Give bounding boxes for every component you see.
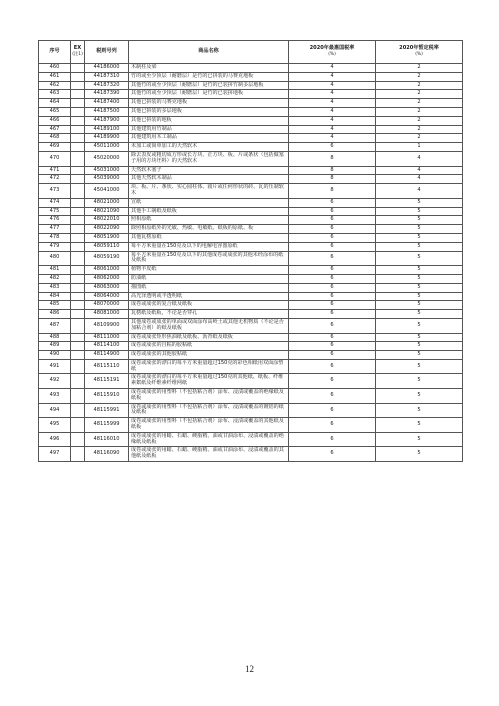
cell-temp-rate: 5: [376, 207, 463, 216]
cell-mfn-rate: 4: [289, 72, 376, 81]
cell-ex: [71, 166, 85, 175]
cell-mfn-rate: 6: [289, 242, 376, 251]
cell-name: 除照相原纸外的光敏、热敏、电敏纸，纸板的原纸、板: [129, 225, 289, 234]
cell-ex: [71, 301, 85, 310]
cell-seq: 496: [39, 432, 71, 447]
cell-ex: [71, 251, 85, 266]
cell-temp-rate: 5: [376, 283, 463, 292]
cell-temp-rate: 4: [376, 184, 463, 199]
cell-seq: 492: [39, 374, 71, 389]
table-row: [39, 99, 463, 108]
cell-temp-rate: 5: [376, 198, 463, 207]
cell-seq: 471: [39, 166, 71, 175]
cell-code: 44187500: [85, 107, 129, 116]
cell-mfn-rate: 6: [289, 403, 376, 418]
table-row: [39, 198, 463, 207]
cell-temp-rate: 5: [376, 225, 463, 234]
cell-seq: 478: [39, 233, 71, 242]
cell-mfn-rate: 4: [289, 81, 376, 90]
cell-ex: [71, 432, 85, 447]
cell-ex: [71, 99, 85, 108]
cell-temp-rate: 4: [376, 166, 463, 175]
cell-ex: [71, 134, 85, 143]
cell-name: 其他成卷或成张的单面或双面涂布高岭土或其他无机物质（不论是否加粘合剂）的纸及纸板: [129, 318, 289, 333]
table-row: [39, 242, 463, 251]
table-row: [39, 166, 463, 175]
cell-code: 48021000: [85, 198, 129, 207]
table-row: [39, 134, 463, 143]
cell-mfn-rate: 6: [289, 207, 376, 216]
cell-mfn-rate: 4: [289, 134, 376, 143]
cell-ex: [71, 175, 85, 184]
cell-temp-rate: 5: [376, 251, 463, 266]
cell-name: 成卷或成张的自粘的胶粘纸: [129, 342, 289, 351]
cell-code: 45020000: [85, 151, 129, 166]
cell-name: 其他建筑用木工制品: [129, 134, 289, 143]
table-row: [39, 342, 463, 351]
cell-name: 成卷或成张的用塑料（不包括粘合剂）涂布、浸渍或覆盖的镀铝的纸及纸板: [129, 403, 289, 418]
cell-mfn-rate: 4: [289, 99, 376, 108]
cell-mfn-rate: 6: [289, 143, 376, 152]
cell-name: 成卷或成张的用塑料（不包括粘合剂）涂布、浸渍或覆盖的绝缘纸及纸板: [129, 389, 289, 404]
cell-code: 48021090: [85, 207, 129, 216]
cell-temp-rate: 4: [376, 175, 463, 184]
cell-name: 其他已拼装的多层地板: [129, 107, 289, 116]
cell-seq: 486: [39, 310, 71, 319]
table-row: [39, 374, 463, 389]
table-row: [39, 175, 463, 184]
cell-ex: [71, 64, 85, 73]
table-row: [39, 351, 463, 360]
cell-ex: [71, 225, 85, 234]
cell-seq: 466: [39, 116, 71, 125]
cell-mfn-rate: 6: [289, 251, 376, 266]
cell-mfn-rate: 8: [289, 151, 376, 166]
cell-ex: [71, 242, 85, 251]
table-row: [39, 90, 463, 99]
cell-mfn-rate: 4: [289, 107, 376, 116]
cell-seq: 491: [39, 359, 71, 374]
cell-mfn-rate: 8: [289, 184, 376, 199]
cell-code: 45039000: [85, 175, 129, 184]
cell-name: 瓦楞纸及纸板，不论是否穿孔: [129, 310, 289, 319]
cell-temp-rate: 5: [376, 342, 463, 351]
cell-name: 高光泽透明或半透明纸: [129, 292, 289, 301]
table-row: [39, 310, 463, 319]
cell-name: 照相原纸: [129, 216, 289, 225]
cell-temp-rate: 4: [376, 151, 463, 166]
cell-name: 其他手工制纸及纸板: [129, 207, 289, 216]
cell-seq: 460: [39, 64, 71, 73]
table-row: [39, 266, 463, 275]
cell-ex: [71, 418, 85, 433]
cell-temp-rate: 5: [376, 333, 463, 342]
cell-code: 48070000: [85, 301, 129, 310]
table-row: [39, 207, 463, 216]
table-row: [39, 292, 463, 301]
cell-temp-rate: 2: [376, 134, 463, 143]
header-ex: EX (注1): [71, 41, 85, 64]
cell-code: 44187320: [85, 81, 129, 90]
cell-mfn-rate: 6: [289, 418, 376, 433]
cell-mfn-rate: 6: [289, 342, 376, 351]
table-row: [39, 301, 463, 310]
cell-mfn-rate: 6: [289, 432, 376, 447]
table-row: [39, 333, 463, 342]
cell-mfn-rate: 6: [289, 374, 376, 389]
table-row: [39, 251, 463, 266]
header-code: 税则号列: [85, 41, 129, 64]
cell-code: 48114100: [85, 342, 129, 351]
cell-seq: 474: [39, 198, 71, 207]
cell-name: 其他已拼装的马赛克地板: [129, 99, 289, 108]
table-row: [39, 283, 463, 292]
header-mfn-rate: 2020年最惠国税率 (%): [289, 41, 376, 64]
cell-temp-rate: 2: [376, 90, 463, 99]
cell-temp-rate: 5: [376, 374, 463, 389]
page-number: 12: [245, 664, 254, 674]
cell-code: 48116090: [85, 447, 129, 462]
cell-mfn-rate: 6: [289, 351, 376, 360]
tariff-table: [38, 40, 463, 462]
tariff-table-container: [38, 40, 462, 462]
cell-seq: 467: [39, 125, 71, 134]
table-row: [39, 216, 463, 225]
cell-name: 成卷或成张的其他胶粘纸: [129, 351, 289, 360]
cell-seq: 483: [39, 283, 71, 292]
cell-temp-rate: 2: [376, 116, 463, 125]
cell-seq: 484: [39, 292, 71, 301]
cell-ex: [71, 274, 85, 283]
cell-ex: [71, 107, 85, 116]
cell-ex: [71, 342, 85, 351]
table-row: [39, 274, 463, 283]
table-row: [39, 389, 463, 404]
cell-code: 48115910: [85, 389, 129, 404]
cell-code: 48063000: [85, 283, 129, 292]
cell-temp-rate: 5: [376, 447, 463, 462]
table-row: [39, 233, 463, 242]
cell-temp-rate: 5: [376, 403, 463, 418]
cell-name: 每平方米重量在150克及以下的其他成卷或成张的其他未经涂布的纸及纸板: [129, 251, 289, 266]
cell-temp-rate: 5: [376, 389, 463, 404]
cell-mfn-rate: 8: [289, 175, 376, 184]
cell-mfn-rate: 6: [289, 359, 376, 374]
cell-mfn-rate: 6: [289, 225, 376, 234]
cell-seq: 461: [39, 72, 71, 81]
cell-temp-rate: 2: [376, 99, 463, 108]
table-row: [39, 72, 463, 81]
cell-seq: 472: [39, 175, 71, 184]
cell-temp-rate: 5: [376, 266, 463, 275]
cell-name: 其他已拼装的地板: [129, 116, 289, 125]
cell-name: 每平方米重量在150克及以下的电解电容器原纸: [129, 242, 289, 251]
cell-name: 未加工或简单加工的天然软木: [129, 143, 289, 152]
cell-mfn-rate: 6: [289, 198, 376, 207]
cell-ex: [71, 292, 85, 301]
cell-seq: 462: [39, 81, 71, 90]
cell-mfn-rate: 6: [289, 301, 376, 310]
cell-code: 48022090: [85, 225, 129, 234]
cell-seq: 489: [39, 342, 71, 351]
cell-code: 45041000: [85, 184, 129, 199]
cell-code: 48115991: [85, 403, 129, 418]
cell-ex: [71, 125, 85, 134]
cell-seq: 497: [39, 447, 71, 462]
header-name: 商品名称: [129, 41, 289, 64]
cell-name: 成卷或成张的用蜡、石蜡、硬脂精、油或甘油涂布、浸渍或覆盖的绝缘纸及纸板: [129, 432, 289, 447]
cell-seq: 494: [39, 403, 71, 418]
cell-code: 48059190: [85, 251, 129, 266]
header-seq: 序号: [39, 41, 71, 64]
cell-seq: 485: [39, 301, 71, 310]
cell-temp-rate: 5: [376, 359, 463, 374]
cell-temp-rate: 5: [376, 292, 463, 301]
cell-code: 48111000: [85, 333, 129, 342]
table-row: [39, 64, 463, 73]
cell-temp-rate: 5: [376, 301, 463, 310]
cell-ex: [71, 184, 85, 199]
cell-temp-rate: 5: [376, 242, 463, 251]
table-row: [39, 125, 463, 134]
cell-ex: [71, 81, 85, 90]
cell-mfn-rate: 6: [289, 266, 376, 275]
cell-ex: [71, 116, 85, 125]
cell-seq: 487: [39, 318, 71, 333]
cell-name: 其他竹的或至少顶层（耐磨层）是竹的已装拼竹制多层地板: [129, 81, 289, 90]
cell-ex: [71, 207, 85, 216]
cell-temp-rate: 2: [376, 64, 463, 73]
cell-temp-rate: 5: [376, 418, 463, 433]
cell-ex: [71, 310, 85, 319]
cell-mfn-rate: 6: [289, 233, 376, 242]
cell-temp-rate: 2: [376, 107, 463, 116]
cell-name: 其他瓦楞原纸: [129, 233, 289, 242]
cell-code: 44189900: [85, 134, 129, 143]
table-header-row: [39, 41, 463, 64]
cell-mfn-rate: 6: [289, 389, 376, 404]
cell-seq: 481: [39, 266, 71, 275]
cell-code: 48059110: [85, 242, 129, 251]
table-row: [39, 116, 463, 125]
cell-name: 宣纸: [129, 198, 289, 207]
table-row: [39, 107, 463, 116]
cell-ex: [71, 374, 85, 389]
cell-code: 45011000: [85, 143, 129, 152]
cell-mfn-rate: 4: [289, 64, 376, 73]
table-row: [39, 318, 463, 333]
cell-code: 48022010: [85, 216, 129, 225]
cell-temp-rate: 5: [376, 310, 463, 319]
table-row: [39, 81, 463, 90]
cell-code: 44187310: [85, 72, 129, 81]
cell-name: 成卷或成张的用蜡、石蜡、硬脂精、油或甘油涂布、浸渍或覆盖的其他纸及纸板: [129, 447, 289, 462]
cell-name: 成卷或成张的漂白的每平方米重量超过150克的彩色相纸用双面涂塑纸: [129, 359, 289, 374]
cell-mfn-rate: 6: [289, 447, 376, 462]
cell-name: 成卷或成张的用塑料（不包括粘合剂）涂布、浸渍或覆盖的其他纸及纸板: [129, 418, 289, 433]
table-row: [39, 432, 463, 447]
cell-ex: [71, 233, 85, 242]
cell-mfn-rate: 6: [289, 318, 376, 333]
cell-name: 木制柱及梁: [129, 64, 289, 73]
cell-seq: 482: [39, 274, 71, 283]
cell-seq: 468: [39, 134, 71, 143]
table-row: [39, 447, 463, 462]
cell-code: 44187390: [85, 90, 129, 99]
cell-temp-rate: 5: [376, 318, 463, 333]
cell-ex: [71, 447, 85, 462]
cell-code: 48115191: [85, 374, 129, 389]
cell-seq: 490: [39, 351, 71, 360]
cell-code: 48064000: [85, 292, 129, 301]
table-row: [39, 359, 463, 374]
cell-temp-rate: 2: [376, 125, 463, 134]
cell-code: 48115999: [85, 418, 129, 433]
cell-code: 48109900: [85, 318, 129, 333]
cell-temp-rate: 5: [376, 233, 463, 242]
cell-temp-rate: 5: [376, 432, 463, 447]
cell-code: 48061000: [85, 266, 129, 275]
cell-seq: 470: [39, 151, 71, 166]
cell-mfn-rate: 4: [289, 116, 376, 125]
cell-ex: [71, 403, 85, 418]
table-row: [39, 403, 463, 418]
cell-name: 成卷或成张的复合纸及纸板: [129, 301, 289, 310]
cell-name: 除去表皮或粗切成方形或长方块、正方块、板、片或条状（包括做塞子用的方块坯料）的天然软木: [129, 151, 289, 166]
cell-seq: 465: [39, 107, 71, 116]
cell-code: 45031000: [85, 166, 129, 175]
cell-seq: 473: [39, 184, 71, 199]
cell-seq: 475: [39, 207, 71, 216]
cell-seq: 495: [39, 418, 71, 433]
cell-seq: 477: [39, 225, 71, 234]
cell-ex: [71, 151, 85, 166]
cell-mfn-rate: 4: [289, 125, 376, 134]
cell-code: 44187900: [85, 116, 129, 125]
cell-seq: 464: [39, 99, 71, 108]
cell-mfn-rate: 6: [289, 310, 376, 319]
cell-ex: [71, 90, 85, 99]
cell-name: 防油纸: [129, 274, 289, 283]
cell-ex: [71, 216, 85, 225]
cell-mfn-rate: 6: [289, 283, 376, 292]
cell-temp-rate: 5: [376, 351, 463, 360]
cell-seq: 480: [39, 251, 71, 266]
cell-code: 48051900: [85, 233, 129, 242]
cell-seq: 463: [39, 90, 71, 99]
cell-seq: 488: [39, 333, 71, 342]
cell-name: 块、板、片、条状、实心圆柱体、圆片或任何形状的砖、瓦的压制软木: [129, 184, 289, 199]
table-row: [39, 151, 463, 166]
table-row: [39, 418, 463, 433]
cell-name: 天然软木塞子: [129, 166, 289, 175]
cell-code: 44186000: [85, 64, 129, 73]
cell-mfn-rate: 6: [289, 333, 376, 342]
cell-code: 48114900: [85, 351, 129, 360]
table-row: [39, 184, 463, 199]
cell-seq: 476: [39, 216, 71, 225]
cell-name: 描图纸: [129, 283, 289, 292]
cell-mfn-rate: 6: [289, 216, 376, 225]
cell-code: 44189100: [85, 125, 129, 134]
cell-ex: [71, 359, 85, 374]
cell-name: 其他竹的或至少顶层（耐磨层）是竹的已装拼地板: [129, 90, 289, 99]
cell-ex: [71, 283, 85, 292]
table-body: [39, 64, 463, 462]
cell-seq: 493: [39, 389, 71, 404]
cell-ex: [71, 72, 85, 81]
cell-mfn-rate: 8: [289, 166, 376, 175]
cell-mfn-rate: 4: [289, 90, 376, 99]
cell-code: 48062000: [85, 274, 129, 283]
cell-ex: [71, 266, 85, 275]
cell-name: 其他建筑用竹制品: [129, 125, 289, 134]
cell-ex: [71, 143, 85, 152]
cell-name: 成卷或成张矩形焦油纸及纸板、沥青纸及纸板: [129, 333, 289, 342]
cell-code: 44187400: [85, 99, 129, 108]
cell-code: 48116010: [85, 432, 129, 447]
cell-mfn-rate: 6: [289, 274, 376, 283]
cell-ex: [71, 318, 85, 333]
cell-ex: [71, 333, 85, 342]
cell-seq: 469: [39, 143, 71, 152]
cell-name: 竹的或至少顶层（耐磨层）是竹的已拼装的马赛克地板: [129, 72, 289, 81]
cell-temp-rate: 5: [376, 274, 463, 283]
cell-name: 成卷或成张的漂白的每平方米重量超过150克的其他纸、纸板、纤维素絮纸及纤维素纤维网纸: [129, 374, 289, 389]
cell-temp-rate: 5: [376, 216, 463, 225]
cell-temp-rate: 2: [376, 72, 463, 81]
table-row: [39, 143, 463, 152]
cell-ex: [71, 351, 85, 360]
cell-name: 植物羊皮纸: [129, 266, 289, 275]
table-row: [39, 225, 463, 234]
cell-mfn-rate: 6: [289, 292, 376, 301]
cell-temp-rate: 2: [376, 81, 463, 90]
cell-code: 48115110: [85, 359, 129, 374]
cell-name: 其他天然软木制品: [129, 175, 289, 184]
header-temp-rate: 2020年暂定税率 (%): [376, 41, 463, 64]
cell-ex: [71, 389, 85, 404]
cell-seq: 479: [39, 242, 71, 251]
cell-temp-rate: 1: [376, 143, 463, 152]
cell-ex: [71, 198, 85, 207]
cell-code: 48081000: [85, 310, 129, 319]
